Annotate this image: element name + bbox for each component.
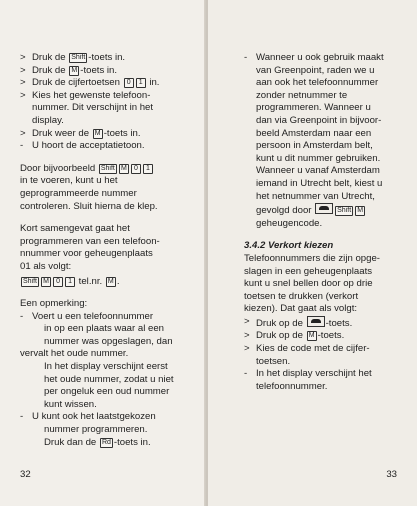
- list-item-text: [32, 140, 202, 153]
- text-line: telefoonnummer.: [256, 380, 328, 392]
- text-line: U hoort de acceptatietoon.: [32, 140, 145, 152]
- handset-key-icon: [315, 203, 333, 214]
- list-item: [244, 52, 410, 230]
- list-item-text: [32, 65, 202, 78]
- list-item-text: [256, 52, 410, 230]
- list-marker: >: [20, 89, 26, 101]
- keypad-key-m-icon: M: [93, 129, 103, 139]
- text-run: Druk weer de: [32, 127, 92, 139]
- text-line: zonder netnummer te: [256, 89, 348, 101]
- text-line: Kies de code met de cijfer-: [256, 343, 370, 355]
- remark-title: Een opmerking:: [20, 298, 88, 310]
- text-line: Kies het gewenste telefoon-: [32, 89, 151, 101]
- text-line: nummer programmeren.: [44, 424, 148, 436]
- left-page: [0, 0, 206, 506]
- list-item: [20, 90, 202, 128]
- text-run: Druk de cijfertoetsen: [32, 77, 123, 89]
- text-line: Telefoonnummers die zijn opge-: [244, 252, 380, 264]
- text-line: in te voeren, kunt u het: [20, 175, 118, 187]
- text-line: [32, 128, 202, 141]
- greenpoint-note: [244, 52, 410, 230]
- text-line: kunt u snel bellen door op drie: [244, 278, 373, 290]
- text-run: -toets in.: [113, 436, 151, 448]
- right-column: [244, 52, 410, 393]
- text-line: In het display verschijnt eerst: [44, 361, 168, 373]
- keypad-key-1-icon: 1: [143, 164, 153, 174]
- text-line: iemand in Utrecht belt, kiest u: [256, 177, 383, 189]
- text-line: kiezen). Dat gaat als volgt:: [244, 303, 358, 315]
- list-item: [20, 77, 202, 90]
- text-line: nummer. Dit verschijnt in het: [32, 102, 154, 114]
- text-line: [256, 203, 410, 218]
- list-item: [20, 65, 202, 78]
- text-run: Druk op de: [256, 330, 306, 342]
- text-line: het oude nummer, zodat u niet: [44, 373, 174, 385]
- text-line: persoon in Amsterdam belt,: [256, 140, 373, 152]
- list-marker: -: [244, 52, 248, 63]
- text-line: geprogrammeerde nummer: [20, 187, 137, 199]
- text-run: -toets in.: [103, 127, 141, 139]
- keypad-key-1-icon: 1: [65, 277, 75, 287]
- text-line: [32, 77, 202, 90]
- text-line: programmeren van een telefoon-: [20, 235, 160, 247]
- list-marker: >: [244, 330, 250, 342]
- text-line: van Greenpoint, raden we u: [256, 64, 375, 76]
- text-run: Door bijvoorbeeld: [20, 162, 98, 174]
- list-item: [244, 316, 410, 331]
- text-line: Voert u een telefoonnummer: [32, 310, 154, 322]
- list-item-text: [256, 316, 410, 331]
- text-line: In het display verschijnt het: [256, 368, 372, 380]
- keypad-key-shift-icon: Shift: [71, 54, 86, 61]
- intro-paragraph: [244, 253, 410, 316]
- text-line: Wanneer u ook gebruik maakt: [256, 52, 384, 63]
- keypad-key-rd-icon: Rd: [101, 438, 111, 446]
- text-line: [256, 330, 410, 343]
- text-line: U kunt ook het laatstgekozen: [32, 411, 156, 423]
- text-line: vervalt het oude nummer.: [20, 348, 129, 360]
- text-line: [256, 316, 410, 331]
- text-run: -toets.: [325, 317, 353, 329]
- text-run: -toets.: [317, 330, 345, 342]
- keypad-key-shift-icon: Shift: [337, 207, 352, 215]
- keypad-key-m-icon: M: [119, 164, 129, 174]
- text-line: display.: [32, 114, 64, 126]
- text-line: geheugencode.: [256, 217, 323, 229]
- text-run: -toets in.: [88, 52, 126, 63]
- summary-paragraph: [20, 223, 202, 288]
- text-line: dan via Greenpoint in bijvoor-: [256, 114, 382, 126]
- right-page: [208, 0, 417, 506]
- list-item-text: [32, 77, 202, 90]
- text-run: Druk de: [32, 52, 69, 63]
- text-line: kunt u dit nummer gebruiken.: [256, 152, 381, 164]
- list-item: [244, 343, 410, 368]
- text-line: nnummer voor geheugenplaats: [20, 248, 153, 260]
- keypad-key-m-icon: M: [41, 277, 51, 287]
- handset-key-icon: [307, 316, 325, 327]
- list-item: [20, 311, 202, 412]
- text-line: per ongeluk een oud nummer: [44, 386, 170, 398]
- list-item: [20, 52, 202, 65]
- text-line: nummer was opgeslagen, dan: [44, 335, 173, 347]
- list-marker: >: [244, 343, 250, 355]
- left-column: [20, 52, 202, 449]
- keypad-key-m-icon: M: [307, 331, 317, 341]
- keypad-key-0-icon: 0: [131, 164, 141, 174]
- list-marker: >: [20, 52, 26, 63]
- keypad-key-m-icon: M: [69, 66, 79, 76]
- text-line: toetsen te drukken (verkort: [244, 290, 359, 302]
- list-marker: -: [20, 310, 24, 322]
- list-item: [244, 330, 410, 343]
- list-marker: >: [20, 127, 26, 139]
- speed-dial-steps: [244, 316, 410, 394]
- page-number: 33: [386, 469, 397, 480]
- list-marker: -: [20, 140, 24, 152]
- text-line: programmeren. Wanneer u: [256, 102, 371, 114]
- list-item-text: [20, 310, 202, 412]
- text-line: toetsen.: [256, 355, 291, 367]
- remark-list: [20, 311, 202, 450]
- list-marker: -: [20, 411, 24, 423]
- text-run: Druk op de: [256, 317, 306, 329]
- list-marker: >: [20, 77, 26, 89]
- list-marker: -: [244, 368, 248, 380]
- keypad-key-1-icon: 1: [136, 78, 146, 88]
- list-item-text: [256, 368, 410, 393]
- list-item-text: [32, 52, 202, 65]
- keypad-key-0-icon: 0: [53, 277, 63, 287]
- text-run: gevolgd door: [256, 205, 315, 217]
- page-number: 32: [20, 469, 31, 480]
- text-line: [32, 437, 202, 450]
- text-run: .: [116, 275, 120, 287]
- list-item: [20, 140, 202, 153]
- text-line: slagen in een geheugenplaats: [244, 265, 373, 277]
- text-line: 01 als volgt:: [20, 260, 72, 272]
- list-item-text: [32, 128, 202, 141]
- text-run: in.: [146, 77, 160, 89]
- keypad-key-0-icon: 0: [124, 78, 134, 88]
- text-line: [32, 65, 202, 78]
- text-run: Druk dan de: [44, 436, 99, 448]
- text-line: aan ook het telefoonnummer: [256, 77, 379, 89]
- instruction-steps: [20, 52, 202, 153]
- text-line: het netnummer van Utrecht,: [256, 190, 375, 202]
- list-item-text: [256, 330, 410, 343]
- text-line: in op een plaats waar al een: [44, 323, 165, 335]
- text-line: [32, 52, 202, 65]
- text-line: [20, 163, 202, 176]
- list-item: [20, 411, 202, 449]
- list-item-text: [32, 90, 202, 128]
- text-line: beeld Amsterdam naar een: [256, 127, 372, 139]
- text-run: -toets in.: [80, 64, 118, 76]
- list-item-text: [32, 411, 202, 449]
- list-item-text: [256, 343, 410, 368]
- text-line: controleren. Sluit hierna de klep.: [20, 200, 158, 212]
- keypad-key-shift-icon: Shift: [23, 277, 38, 285]
- list-item: [20, 128, 202, 141]
- list-marker: >: [20, 64, 26, 76]
- text-run: Druk de: [32, 64, 69, 76]
- list-item: [244, 368, 410, 393]
- text-line: kunt wissen.: [44, 398, 97, 410]
- list-marker: >: [244, 315, 250, 327]
- remark-section: [20, 298, 202, 449]
- text-line: Kort samengevat gaat het: [20, 223, 130, 235]
- text-line: [20, 276, 202, 289]
- check-paragraph: [20, 163, 202, 213]
- keypad-key-shift-icon: Shift: [100, 164, 115, 172]
- text-run: tel.nr.: [76, 275, 105, 287]
- text-line: Wanneer u vanaf Amsterdam: [256, 165, 380, 177]
- keypad-key-m-icon: M: [355, 206, 365, 216]
- keypad-key-m-icon: M: [106, 277, 116, 287]
- section-heading: 3.4.2 Verkort kiezen: [244, 240, 334, 252]
